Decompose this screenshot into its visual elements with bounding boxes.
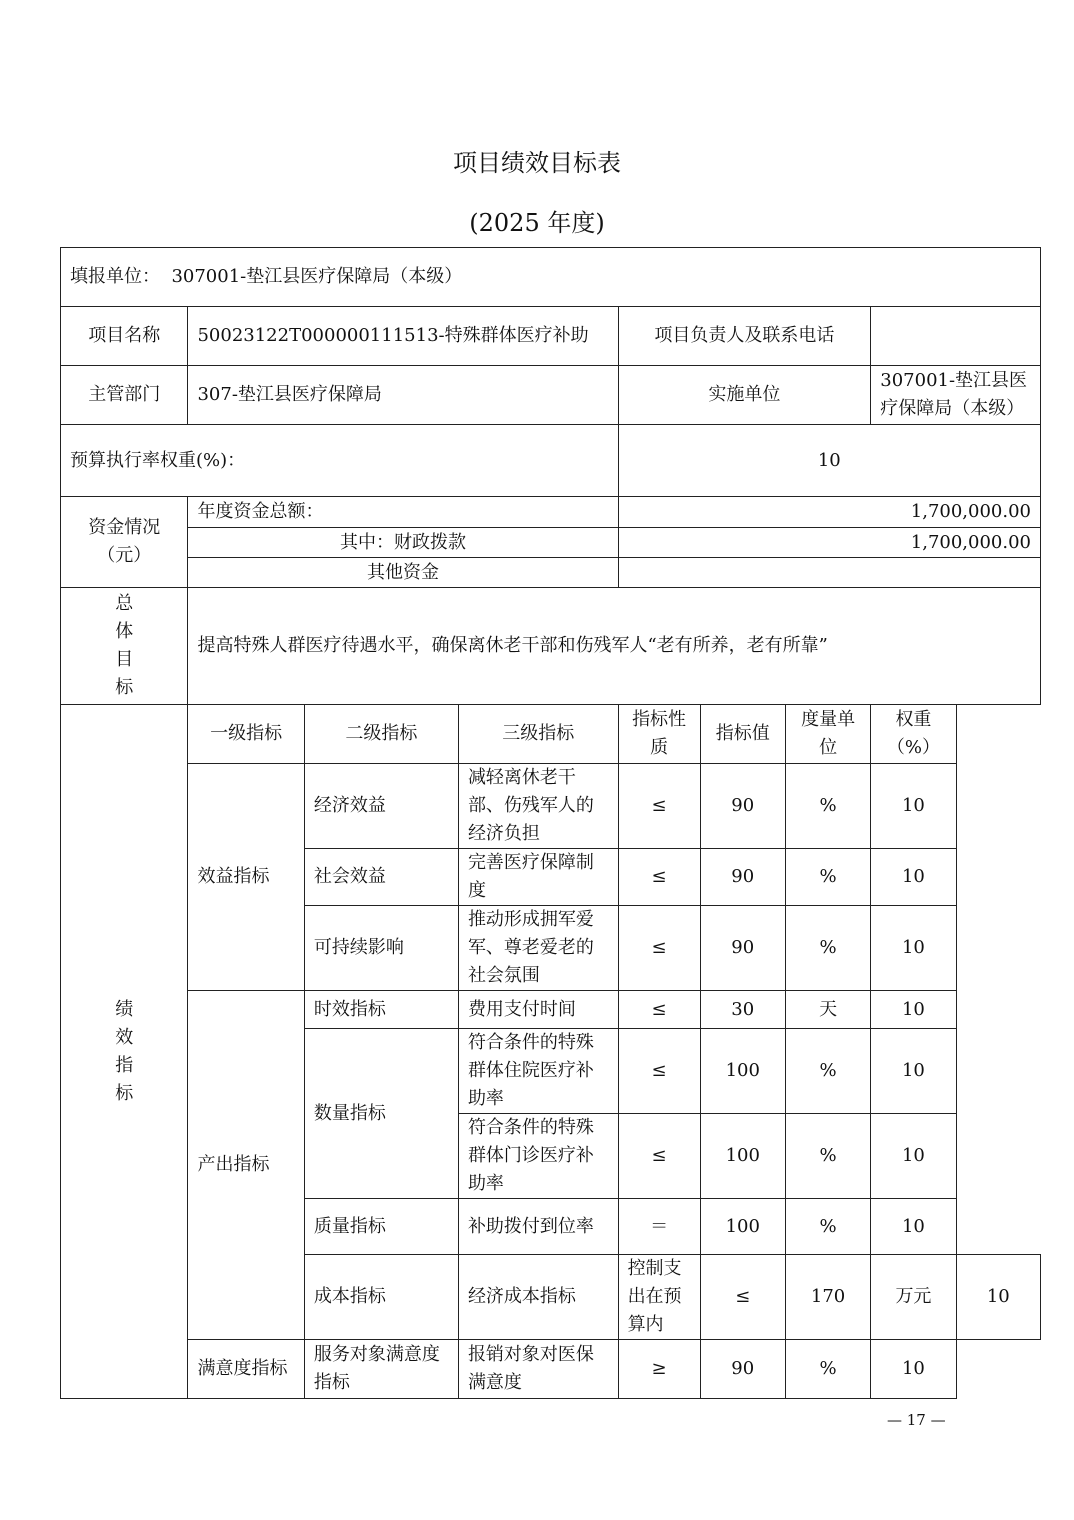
indicators-label-char: 绩 (115, 998, 134, 1020)
funds-label (61, 497, 188, 588)
funds-label-line1: 资金情况 (88, 517, 161, 538)
funds-label-line2: （元） (97, 545, 152, 566)
weight-cell: 10 (871, 991, 956, 1029)
level3-cell: 推动形成拥军爱军、尊老爱老的社会氛围 (458, 906, 618, 991)
project-name-value: 50023122T000000111513-特殊群体医疗补助 (188, 307, 618, 366)
unit-cell: % (785, 1340, 870, 1399)
nature-cell: ＝ (618, 1199, 700, 1255)
goal-label-char: 目 (115, 649, 134, 670)
unit-value: 307001-垫江县医疗保障局（本级） (171, 266, 463, 287)
unit-label: 填报单位： (70, 266, 160, 287)
goal-label-char: 体 (115, 621, 134, 642)
sub-sustain: 可持续影响 (304, 906, 458, 991)
unit-cell: % (785, 906, 870, 991)
sub-econ-cost: 经济成本指标 (458, 1255, 618, 1340)
nature-cell: ≤ (618, 764, 700, 849)
group-benefit: 效益指标 (188, 764, 304, 991)
level3-cell: 符合条件的特殊群体门诊医疗补助率 (458, 1114, 618, 1199)
weight-cell: 10 (871, 1340, 956, 1399)
value-cell: 90 (700, 764, 785, 849)
nature-cell: ≤ (618, 991, 700, 1029)
unit-cell: % (785, 849, 870, 906)
header-level3: 三级指标 (458, 705, 618, 764)
impl-label: 实施单位 (618, 366, 871, 425)
indicators-label (61, 705, 188, 1399)
sub-timeliness: 时效指标 (304, 991, 458, 1029)
indicators-label-char: 标 (115, 1082, 134, 1104)
unit-row (61, 248, 1041, 307)
contact-label: 项目负责人及联系电话 (618, 307, 871, 366)
value-cell: 90 (700, 849, 785, 906)
nature-cell: ≥ (618, 1340, 700, 1399)
group-output: 产出指标 (188, 991, 304, 1340)
sub-quality: 质量指标 (304, 1199, 458, 1255)
value-cell: 170 (785, 1255, 870, 1340)
header-level2: 二级指标 (304, 705, 458, 764)
weight-cell: 10 (871, 906, 956, 991)
table-row (61, 764, 1041, 849)
indicators-label-char: 指 (115, 1054, 134, 1076)
sub-quantity: 数量指标 (304, 1029, 458, 1199)
nature-cell: ≤ (700, 1255, 785, 1340)
dept-value: 307-垫江县医疗保障局 (188, 366, 618, 425)
level3-cell: 控制支出在预算内 (618, 1255, 700, 1340)
value-cell: 100 (700, 1199, 785, 1255)
value-cell: 90 (700, 906, 785, 991)
dept-label: 主管部门 (61, 366, 188, 425)
value-cell: 100 (700, 1114, 785, 1199)
table-row (61, 991, 1041, 1029)
sub-social: 社会效益 (304, 849, 458, 906)
goal-text: 提高特殊人群医疗待遇水平，确保离休老干部和伤残军人“老有所养，老有所靠” (188, 588, 1041, 705)
weight-cell: 10 (871, 764, 956, 849)
nature-cell: ≤ (618, 906, 700, 991)
funds-total-label: 年度资金总额： (188, 497, 618, 528)
unit-cell: 万元 (871, 1255, 956, 1340)
header-weight: 权重（%） (871, 705, 956, 764)
project-name-label: 项目名称 (61, 307, 188, 366)
level3-cell: 减轻离休老干部、伤残军人的经济负担 (458, 764, 618, 849)
level3-cell: 费用支付时间 (458, 991, 618, 1029)
unit-cell: % (785, 1029, 870, 1114)
funds-fiscal-label: 其中：财政拨款 (188, 528, 618, 558)
group-satisfaction: 满意度指标 (188, 1340, 304, 1399)
goal-label-char: 标 (115, 677, 134, 698)
weight-cell: 10 (871, 1029, 956, 1114)
group-cost: 成本指标 (304, 1255, 458, 1340)
level3-cell: 补助拨付到位率 (458, 1199, 618, 1255)
value-cell: 100 (700, 1029, 785, 1114)
page-title: 项目绩效目标表 (453, 149, 621, 177)
unit-cell: 天 (785, 991, 870, 1029)
nature-cell: ≤ (618, 1029, 700, 1114)
budget-weight-value: 10 (618, 425, 1040, 497)
weight-cell: 10 (956, 1255, 1040, 1340)
header-nature: 指标性质 (618, 705, 700, 764)
header-level1: 一级指标 (188, 705, 304, 764)
sub-economic: 经济效益 (304, 764, 458, 849)
funds-other-value (618, 558, 1040, 588)
level3-cell: 符合条件的特殊群体住院医疗补助率 (458, 1029, 618, 1114)
value-cell: 90 (700, 1340, 785, 1399)
unit-cell: % (785, 764, 870, 849)
weight-cell: 10 (871, 1199, 956, 1255)
impl-value: 307001-垫江县医疗保障局（本级） (871, 366, 1041, 425)
budget-weight-label: 预算执行率权重(%)： (61, 425, 619, 497)
table-row (61, 1340, 1041, 1399)
header-value: 指标值 (700, 705, 785, 764)
level3-cell: 报销对象对医保满意度 (458, 1340, 618, 1399)
header-unit: 度量单位 (785, 705, 870, 764)
funds-total-value: 1,700,000.00 (618, 497, 1040, 528)
page-subtitle: (2025 年度) (469, 209, 605, 237)
contact-value (871, 307, 1041, 366)
indicators-label-char: 效 (115, 1026, 134, 1048)
funds-fiscal-value: 1,700,000.00 (618, 528, 1040, 558)
weight-cell: 10 (871, 849, 956, 906)
weight-cell: 10 (871, 1114, 956, 1199)
nature-cell: ≤ (618, 849, 700, 906)
unit-cell: % (785, 1199, 870, 1255)
goal-label (61, 588, 188, 705)
sub-service: 服务对象满意度指标 (304, 1340, 458, 1399)
value-cell: 30 (700, 991, 785, 1029)
goal-label-char: 总 (115, 593, 134, 614)
level3-cell: 完善医疗保障制度 (458, 849, 618, 906)
funds-other-label: 其他资金 (188, 558, 618, 588)
nature-cell: ≤ (618, 1114, 700, 1199)
unit-cell: % (785, 1114, 870, 1199)
performance-target-table (60, 247, 1041, 1399)
page-number: — 17 — (887, 1411, 946, 1429)
